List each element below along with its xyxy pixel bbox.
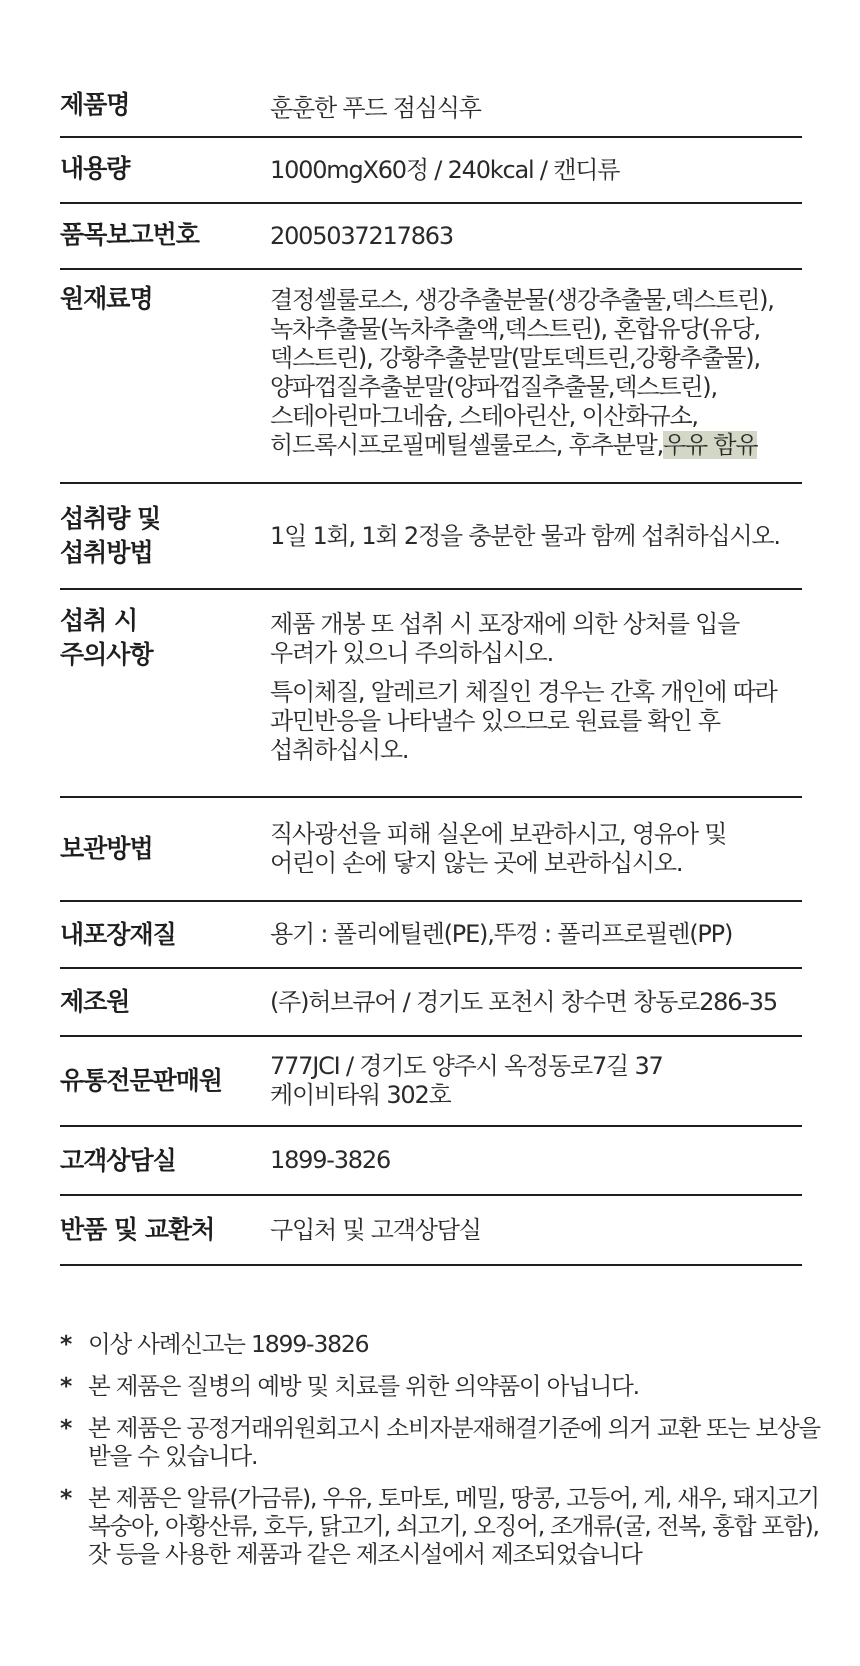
row-label [60,80,270,136]
row-label [60,798,270,900]
notice-line: 잣 등을 사용한 제품과 같은 제조시설에서 제조되었습니다 [88,1540,642,1568]
row-label [60,138,270,202]
value-text: 히드록시프로필메틸셀룰로스, 후추분말, [270,431,664,459]
row-label [60,484,270,588]
value-line: 양파껍질추출분말(양파껍질추출물,덱스트린), [270,373,717,401]
row-value [270,1127,802,1194]
row-value [270,590,802,796]
value-line: 케이비타워 302호 [270,1081,451,1109]
row-value [270,902,802,967]
notice-text [88,1484,819,1568]
value-line: 2005037217863 [270,221,453,250]
row-label [60,969,270,1035]
row-value [270,1196,802,1264]
notice-line: 복숭아, 아황산류, 호두, 닭고기, 쇠고기, 오징어, 조개류(굴, 전복, 홍합 포함), [88,1512,819,1540]
value-line: 섭취하십시오. [270,736,409,764]
notice-line: 본 제품은 질병의 예방 및 치료를 위한 의약품이 아닙니다. [88,1372,639,1400]
row-label [60,1127,270,1194]
value-line: 제품 개봉 또 섭취 시 포장재에 의한 상처를 입을 [270,610,740,638]
row-storage [60,798,802,902]
value-line: (주)허브큐어 / 경기도 포천시 창수면 창동로286-35 [270,987,777,1016]
row-value [270,484,802,588]
row-label [60,590,270,796]
row-ingredients [60,270,802,484]
asterisk-bullet: * [60,1484,72,1512]
notice-line: 본 제품은 알류(가금류), 우유, 토마토, 메밀, 땅콩, 고등어, 게, 새우, 돼지고기 [88,1484,819,1512]
row-value [270,270,802,482]
label-line: 섭취량 및 [60,504,161,533]
value-line: 777JCI / 경기도 양주시 옥정동로7길 37 [270,1052,663,1080]
row-value [270,1037,802,1125]
row-report-number [60,204,802,270]
row-customer-service [60,1127,802,1196]
notice-item [60,1484,820,1568]
notice-line: 받을 수 있습니다. [88,1442,258,1470]
value-line: 직사광선을 피해 실온에 보관하시고, 영유아 및 [270,820,727,848]
row-label [60,270,270,482]
row-intake-method [60,484,802,590]
value-line: 우려가 있으니 주의하십시오. [270,639,554,667]
row-value [270,204,802,268]
row-manufacturer [60,969,802,1037]
value-line: 덱스트린), 강황추출분말(말토덱트린,강황추출물), [270,344,760,372]
label-line: 원재료명 [60,284,153,313]
asterisk-bullet: * [60,1414,72,1442]
label-line: 내용량 [60,154,130,183]
value-line: 1일 1회, 1회 2정을 충분한 물과 함께 섭취하십시오. [270,521,780,550]
row-label [60,1196,270,1264]
value-line [270,431,802,460]
notice-item [60,1372,820,1400]
value-line: 어린이 손에 닿지 않는 곳에 보관하십시오. [270,849,683,877]
row-label [60,1037,270,1125]
value-line: 훈훈한 푸드 점심식후 [270,93,481,122]
value-line: 특이체질, 알레르기 체질인 경우는 간혹 개인에 따라 [270,678,777,706]
label-line: 제조원 [60,987,130,1016]
value-line: 구입처 및 고객상담실 [270,1215,481,1244]
value-line: 1000mgX60정 / 240kcal / 캔디류 [270,155,620,184]
notice-text [88,1330,368,1358]
notice-text [88,1414,820,1470]
value-line: 과민반응을 나타낼수 있으므로 원료를 확인 후 [270,707,720,735]
row-value [270,138,802,202]
label-line: 유통전문판매원 [60,1066,223,1095]
value-line: 1899-3826 [270,1146,391,1174]
label-line: 고객상담실 [60,1145,176,1175]
product-info-table [60,80,802,1266]
notice-item [60,1414,820,1470]
row-value [270,798,802,900]
notice-line: 본 제품은 공정거래위원회고시 소비자분재해결기준에 의거 교환 또는 보상을 [88,1414,820,1442]
row-packaging-material [60,902,802,969]
row-precautions [60,590,802,798]
value-paragraph [270,610,802,668]
notice-item [60,1330,820,1358]
asterisk-bullet: * [60,1372,72,1400]
value-line: 스테아린마그네슘, 스테아린산, 이산화규소, [270,402,698,430]
row-value [270,80,802,136]
label-line: 내포장재질 [60,919,176,949]
label-line: 반품 및 교환처 [60,1215,215,1244]
allergen-highlight: 우유 함유 [663,431,758,459]
label-line: 주의사항 [60,640,153,669]
label-line: 섭취방법 [60,538,153,567]
value-line: 결정셀룰로스, 생강추출분물(생강추출물,덱스트린), [270,286,774,314]
row-value [270,969,802,1035]
row-net-content [60,138,802,204]
value-line: 녹차추출물(녹차추출액,덱스트린), 혼합유당(유당, [270,315,760,343]
notice-line: 이상 사례신고는 1899-3826 [88,1330,369,1358]
value-paragraph [270,678,802,765]
row-label [60,204,270,268]
notice-list [60,1330,820,1568]
row-return-exchange [60,1196,802,1266]
asterisk-bullet: * [60,1330,72,1358]
row-distributor [60,1037,802,1127]
value-line: 용기 : 폴리에틸렌(PE),뚜껑 : 폴리프로필렌(PP) [270,920,733,948]
notice-text [88,1372,639,1400]
label-line: 보관방법 [60,834,153,863]
label-line: 섭취 시 [60,606,138,635]
label-line: 제품명 [60,90,130,119]
row-product-name [60,80,802,138]
row-label [60,902,270,967]
label-line: 품목보고번호 [60,220,199,249]
